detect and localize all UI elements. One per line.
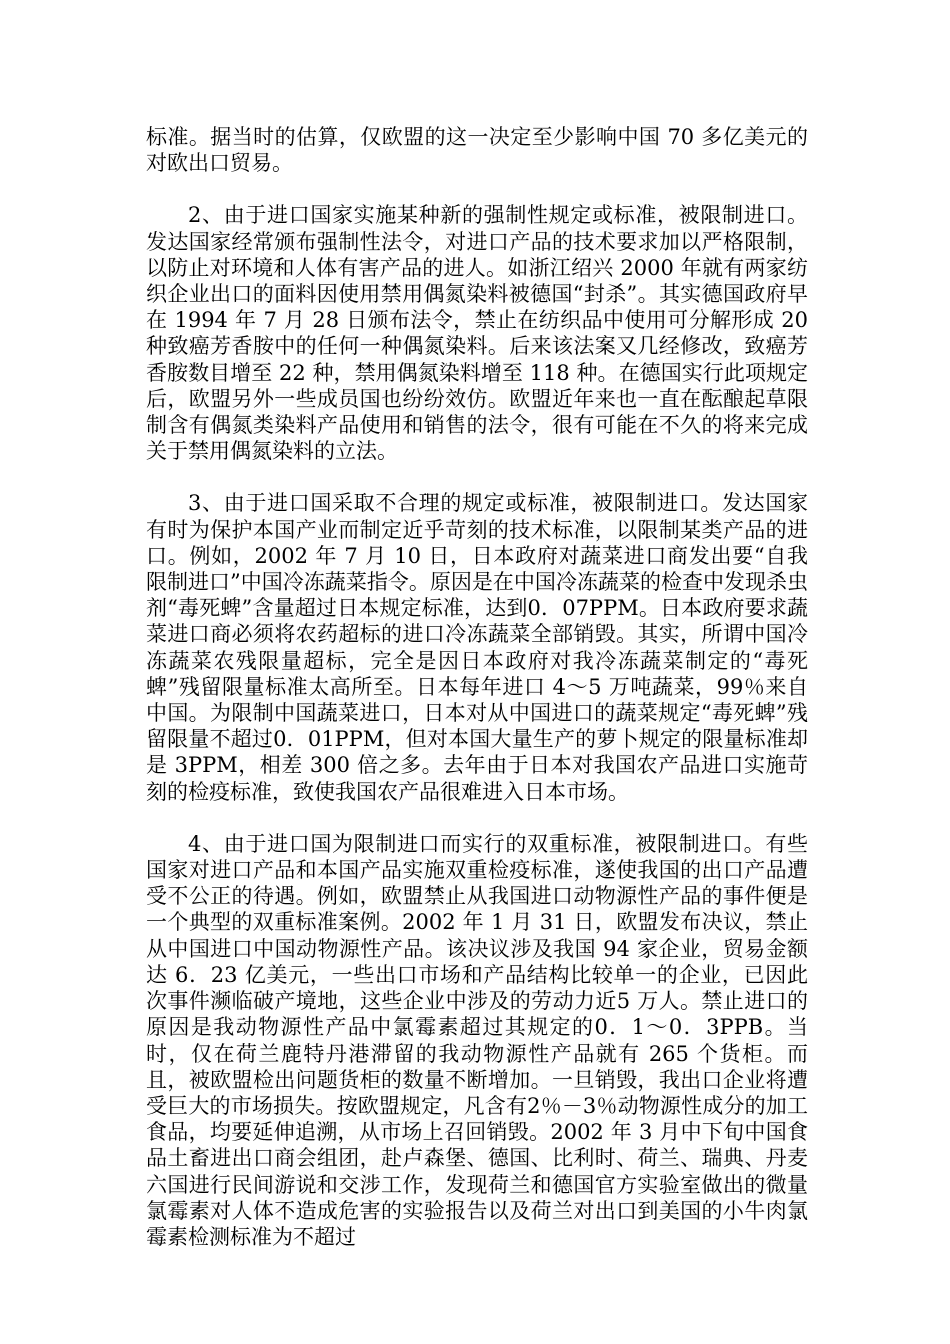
- document-body: [146, 124, 808, 1276]
- paragraph-item-2: 2、由于进口国家实施某种新的强制性规定或标准，被限制进口。发达国家经常颁布强制性法令，对进口产品的技术要求加以严格限制，以防止对环境和人体有害产品的进人。如浙江绍兴 2000 年就有两家纺织企业出口的面料因使用禁用偶氮染料被德国“封杀”。其实德国政府早在 1994 年 7 月 28 日颁布法令，禁止在纺织品中使用可分解形成 20 种致癌芳香胺中的任何一种偶氮染料。后来该法案又几经修改，致癌芳香胺数目增至 22 种，禁用偶氮染料增至 118 种。在德国实行此项规定后，欧盟另外一些成员国也纷纷效仿。欧盟近年来也一直在酝酿起草限制含有偶氮类染料产品使用和销售的法令，很有可能在不久的将来完成关于禁用偶氮染料的立法。: [146, 203, 808, 464]
- paragraph-item-4: 4、由于进口国为限制进口而实行的双重标准，被限制进口。有些国家对进口产品和本国产品实施双重检疫标准，遂使我国的出口产品遭受不公正的待遇。例如，欧盟禁止从我国进口动物源性产品的事件便是一个典型的双重标准案例。2002 年 1 月 31 日，欧盟发布决议，禁止从中国进口中国动物源性产品。该决议涉及我国 94 家企业，贸易金额达 6．23 亿美元，一些出口市场和产品结构比较单一的企业，已因此次事件濒临破产境地，这些企业中涉及的劳动力近5 万人。禁止进口的原因是我动物源性产品中氯霉素超过其规定的0．1～0．3PPB。当时，仅在荷兰鹿特丹港滞留的我动物源性产品就有 265 个货柜。而且，被欧盟检出问题货柜的数量不断增加。一旦销毁，我出口企业将遭受巨大的市场损失。按欧盟规定，凡含有2％－3％动物源性成分的加工食品，均要延伸追溯，从市场上召回销毁。2002 年 3 月中下旬中国食品土畜进出口商会组团，赴卢森堡、德国、比利时、荷兰、瑞典、丹麦六国进行民间游说和交涉工作，发现荷兰和德国官方实验室做出的微量氯霉素对人体不造成危害的实验报告以及荷兰对出口到美国的小牛肉氯霉素检测标准为不超过: [146, 831, 808, 1249]
- paragraph-continuation: 标准。据当时的估算，仅欧盟的这一决定至少影响中国 70 多亿美元的对欧出口贸易。: [146, 125, 808, 176]
- paragraph-item-3: 3、由于进口国采取不合理的规定或标准，被限制进口。发达国家有时为保护本国产业而制定近乎苛刻的技术标准，以限制某类产品的进口。例如，2002 年 7 月 10 日，日本政府对蔬菜进口商发出要“自我限制进口”中国冷冻蔬菜指令。原因是在中国冷冻蔬菜的检查中发现杀虫剂“毒死蜱”含量超过日本规定标准，达到0．07PPM。日本政府要求蔬菜进口商必须将农药超标的进口冷冻蔬菜全部销毁。其实，所谓中国冷冻蔬菜农残限量超标，完全是因日本政府对我冷冻蔬菜制定的“毒死蜱”残留限量标准太高所至。日本每年进口 4～5 万吨蔬菜，99％来自中国。为限制中国蔬菜进口，日本对从中国进口的蔬菜规定“毒死蜱”残留限量不超过0．01PPM，但对本国大量生产的萝卜规定的限量标准却是 3PPM，相差 300 倍之多。去年由于日本对我国农产品进口实施苛刻的检疫标准，致使我国农产品很难进入日本市场。: [146, 491, 808, 804]
